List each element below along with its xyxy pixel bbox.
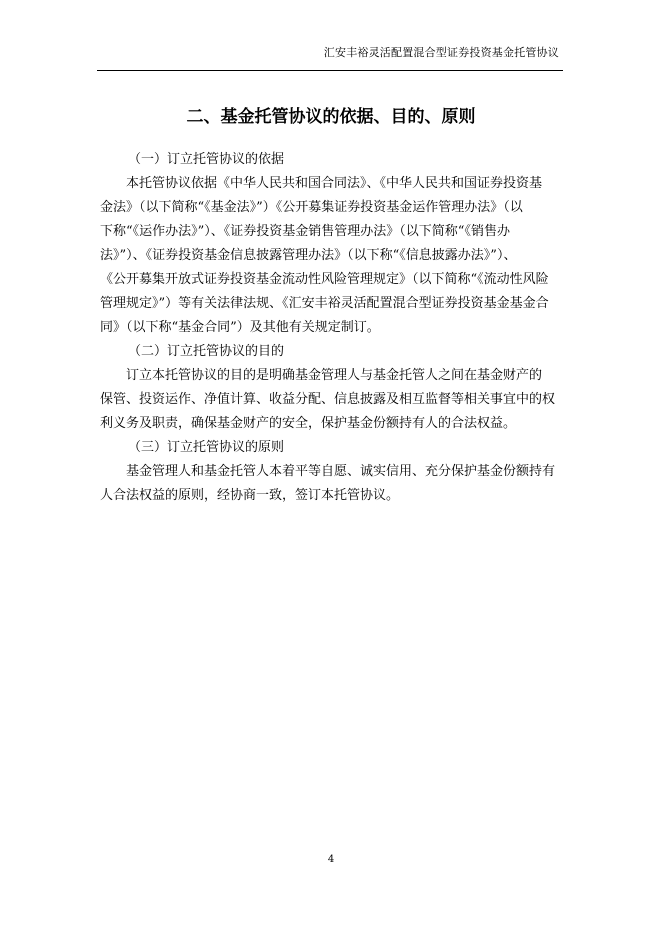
running-title: 汇安丰裕灵活配置混合型证券投资基金托管协议 [323,46,559,59]
subsection-heading-purpose: （二）订立托管协议的目的 [128,344,285,359]
paragraph-line: 同》（以下称“基金合同”）及其他有关规定制订。 [100,320,380,335]
paragraph-line: 《公开募集开放式证券投资基金流动性风险管理规定》（以下简称“《流动性风险 [100,272,549,287]
subsection-heading-principle: （三）订立托管协议的原则 [128,440,285,455]
section-title: 二、基金托管协议的依据、目的、原则 [186,107,476,127]
paragraph-line: 法》”）、《证券投资基金信息披露管理办法》（以下称“《信息披露办法》”）、 [100,248,517,263]
paragraph-line: 金法》（以下简称“《基金法》”）《公开募集证券投资基金运作管理办法》（以 [100,200,523,215]
paragraph-line: 基金管理人和基金托管人本着平等自愿、诚实信用、充分保护基金份额持有 [100,464,556,479]
paragraph-line: 下称“《运作办法》”）、《证券投资基金销售管理办法》（以下简称“《销售办 [100,224,510,239]
paragraph-line: 订立本托管协议的目的是明确基金管理人与基金托管人之间在基金财产的 [100,368,543,383]
page-header [97,36,563,71]
page-number: 4 [327,854,335,865]
paragraph-line: 人合法权益的原则，经协商一致，签订本托管协议。 [100,488,400,503]
body-text [100,148,562,508]
paragraph-line: 管理规定》”）等有关法律法规、《汇安丰裕灵活配置混合型证券投资基金基金合 [100,296,549,311]
paragraph-line: 保管、投资运作、净值计算、收益分配、信息披露及相互监督等相关事宜中的权 [100,392,556,407]
subsection-heading-basis: （一）订立托管协议的依据 [128,152,285,167]
paragraph-line: 利义务及职责，确保基金财产的安全，保护基金份额持有人的合法权益。 [100,416,517,431]
paragraph-line: 本托管协议依据《中华人民共和国合同法》、《中华人民共和国证券投资基 [100,176,543,191]
